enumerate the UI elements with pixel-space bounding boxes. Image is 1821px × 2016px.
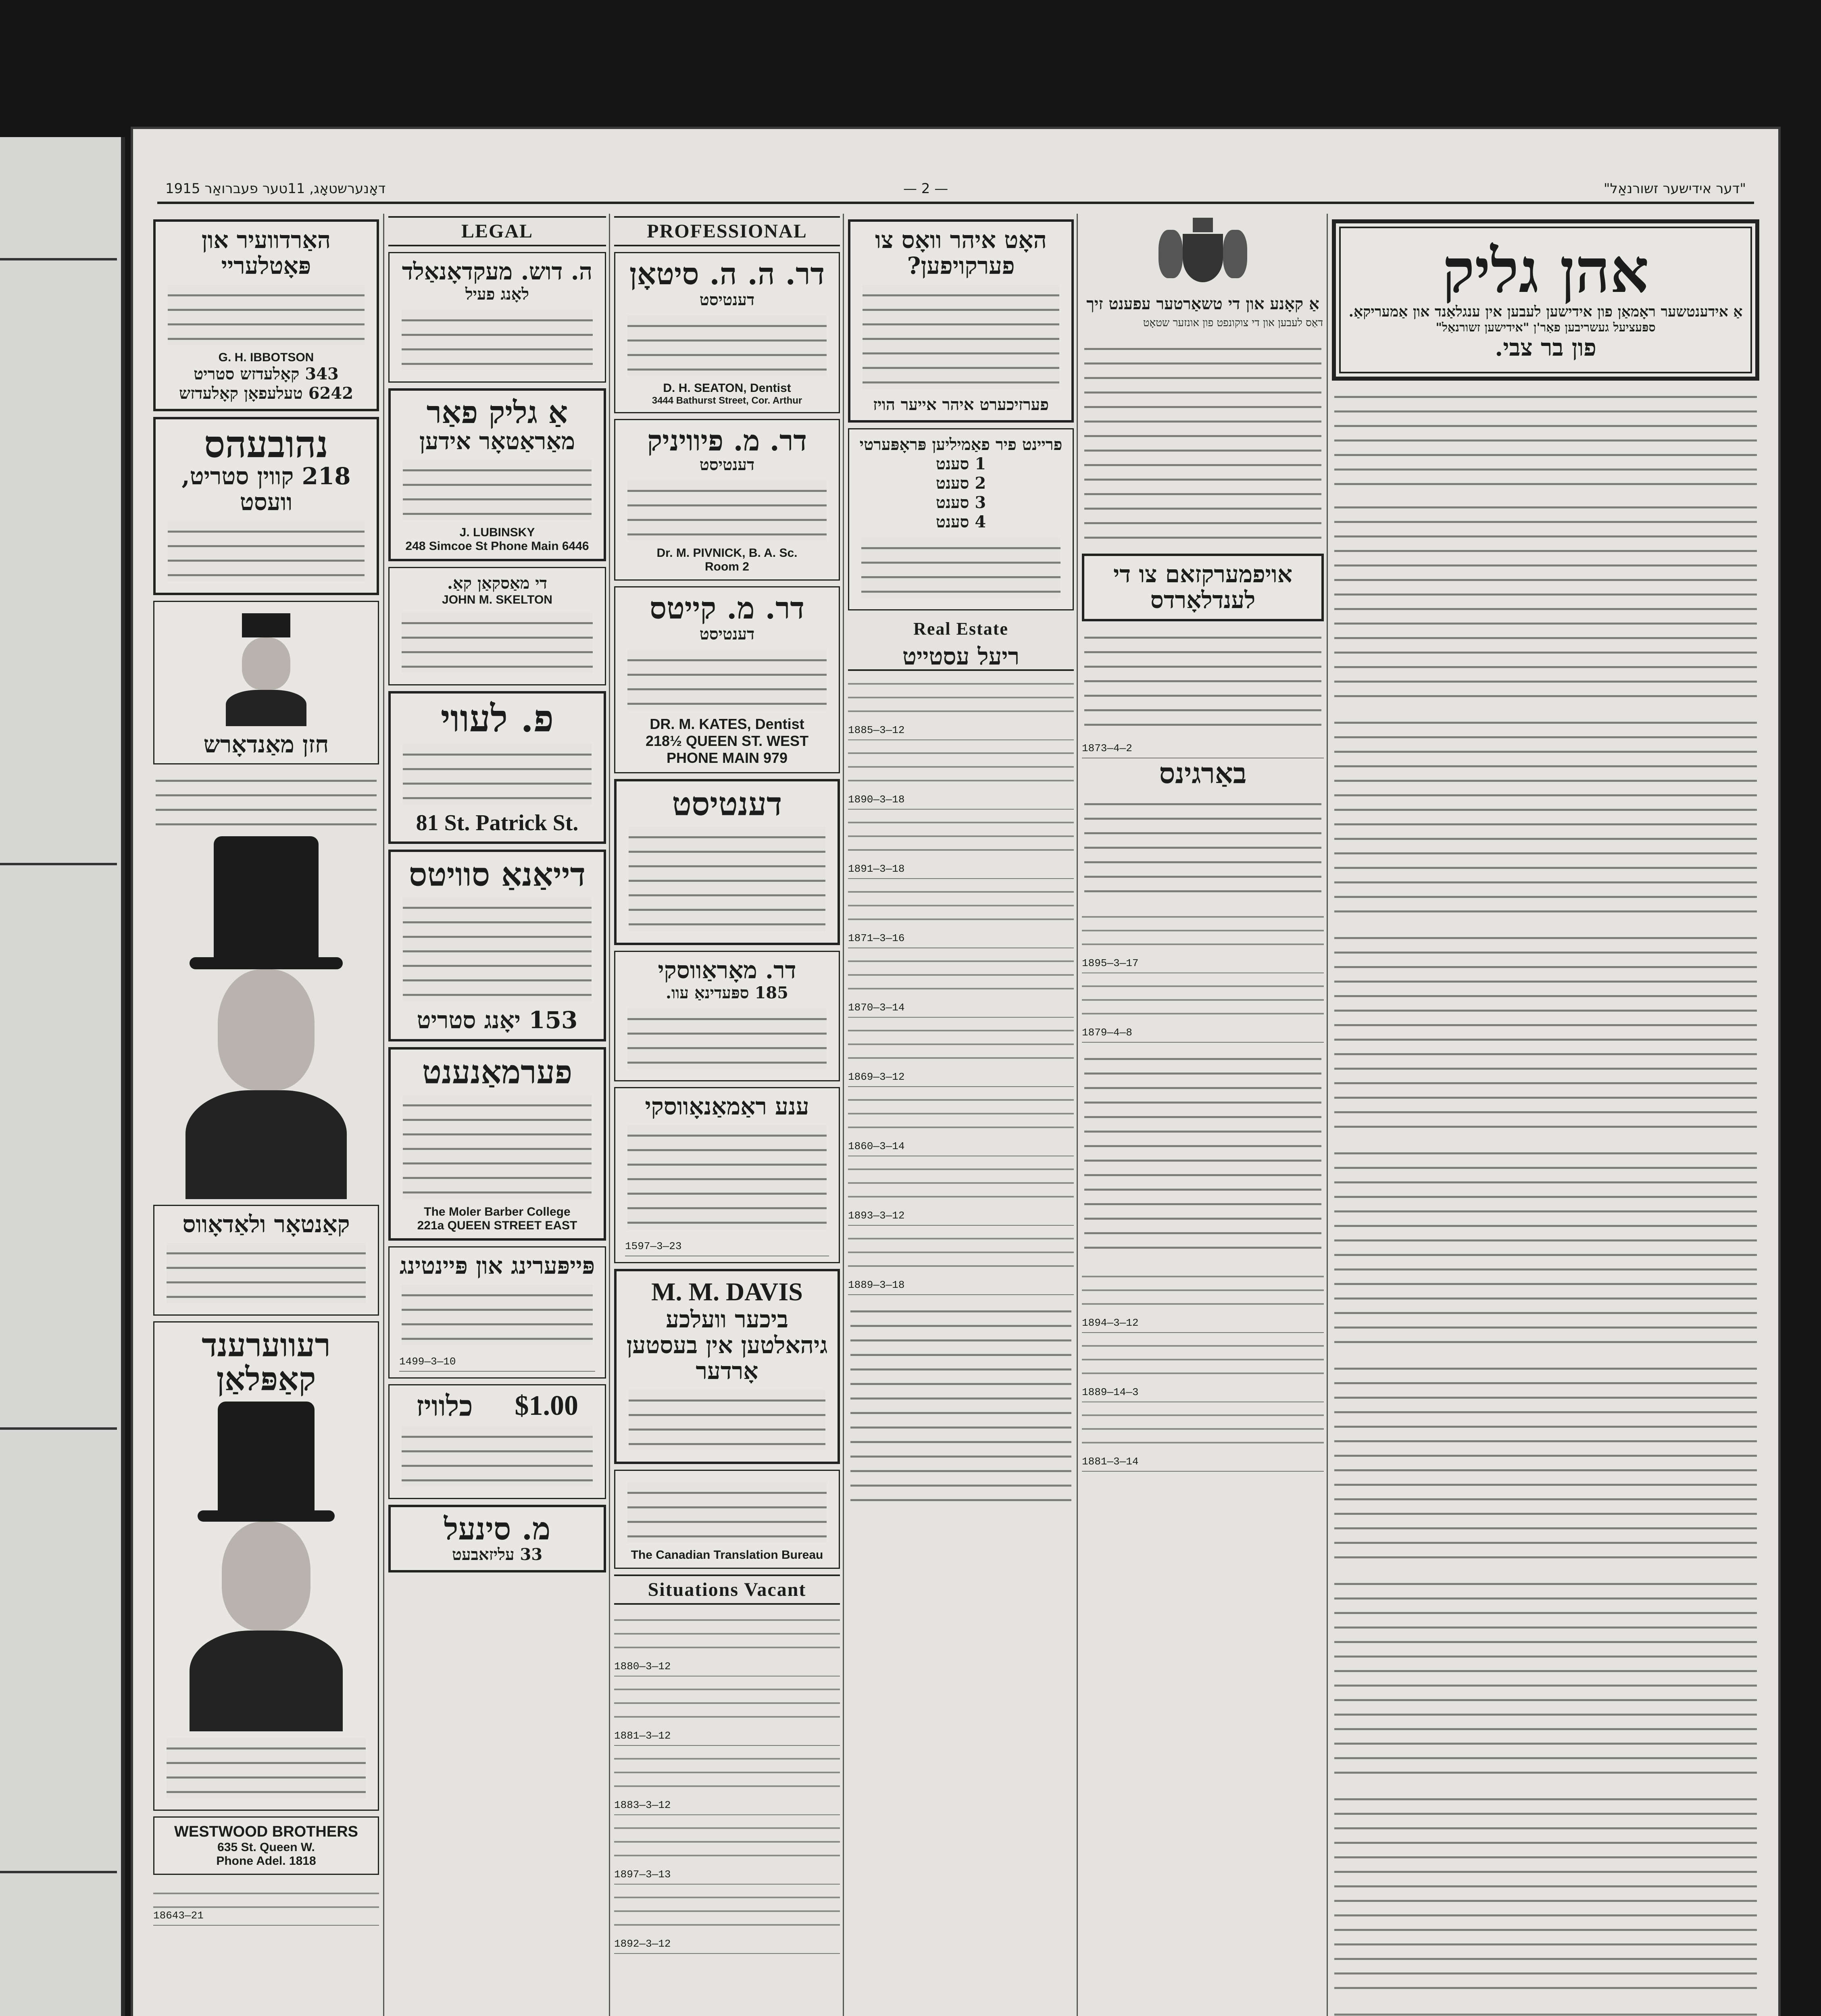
dentist-ad-title: דענטיסט: [672, 785, 782, 823]
kates-name: DR. M. KATES, Dentist: [650, 715, 804, 732]
ibbotson-phone: 6242 טעלעפאָן קאָלעדזש: [179, 383, 354, 403]
offer-date-5: 1889—14—3: [1082, 1386, 1139, 1399]
offer-date-2: 1895—3—17: [1082, 957, 1139, 970]
mandoorsh-title: חזן מאַנדאָרש: [203, 730, 329, 758]
column-serial: [1327, 214, 1763, 2016]
westwood-address: 635 St. Queen W.: [217, 1841, 315, 1854]
bargains-title: באַרגינס: [1159, 756, 1247, 790]
cantor-portrait-large: [185, 836, 347, 1199]
rent-box-title: פריינט פיר פאַמיליען פּראָפּערטי: [859, 435, 1063, 454]
davis-tagline: ביכער וועלכע גיהאלטען אין בעסטען אָרדער: [626, 1306, 828, 1385]
price-2: 2 סענט: [936, 473, 986, 493]
column-editorial: [1077, 214, 1328, 2016]
skelton-name: JOHN M. SKELTON: [442, 593, 552, 607]
landlords-title: אויפמערקזאם צו די לענדלאָרדס: [1113, 560, 1292, 614]
offer-date-3: 1879—4—8: [1082, 1027, 1132, 1039]
cantor-ad-title: קאַנטאָר ולאַדאָווס: [182, 1210, 350, 1238]
serial-title: אהן גליק: [1442, 235, 1649, 306]
permanent-title: פערמאַנענט: [422, 1053, 573, 1091]
re-date-3: 1891—3—18: [848, 863, 905, 875]
price-row: [395, 1391, 599, 1421]
editorial-intro: דאַס לעבען און די צוקונפט פון אונזער שטאָט: [1143, 317, 1323, 329]
kates-address: 218½ QUEEN ST. WEST: [645, 732, 809, 749]
levy-address: 81 St. Patrick St.: [416, 810, 579, 835]
sell-box-subtitle: פערזיכערט איהר אייער הויז: [873, 395, 1049, 414]
moravski-name: דר. מאָראַווסקי: [658, 956, 796, 984]
sinai-title: מ. סינעל: [444, 1511, 551, 1547]
levy-title: פ. לעווי: [440, 697, 554, 741]
pivnick-profession: דענטיסט: [699, 455, 755, 475]
running-head: [157, 177, 1754, 204]
kates-phone: PHONE MAIN 979: [666, 749, 788, 766]
moler-address: 221a QUEEN STREET EAST: [417, 1218, 577, 1232]
diana-title: דייאַנאַ סוויטס: [408, 855, 586, 893]
seaton-name: D. H. SEATON, Dentist: [663, 381, 791, 395]
column-ads: [149, 214, 383, 2016]
real-estate-header: Real Estate: [913, 619, 1008, 639]
moravski-address: 185 ספּעדינאַ עוו.: [666, 983, 788, 1002]
lubinsky-title: אַ גליק פאַר: [426, 394, 568, 430]
previous-page-edge: [0, 137, 125, 2016]
royal-crest-icon: [1158, 218, 1247, 290]
real-estate-header-yiddish: ריעל עסטייט: [848, 644, 1074, 671]
serial-subtitle: אַ אידענטשער ראָמאַן פון אידישען לעבען אין ענגלאַנד און אַמעריקאַ.: [1348, 303, 1743, 320]
professional-date-3: 1881—3—12: [614, 1729, 671, 1742]
column-real-estate: [843, 214, 1078, 2016]
running-head-date: 1915 דאָנערשטאָג, 11טער פעברואַר: [165, 181, 386, 197]
legal-header: LEGAL: [388, 216, 606, 246]
re-date-9: 1889—3—18: [848, 1279, 905, 1291]
ibbotson-name: G. H. IBBOTSON: [218, 350, 314, 364]
hardware-ad-title: האַרדוועיר און פּאָטלעריי: [201, 226, 331, 279]
sell-box-title: האָט איהר וואָס צו פערקויפען?: [875, 226, 1047, 279]
serial-author: פון בר צבי.: [1495, 333, 1596, 361]
kates-name-yiddish: דר. מ. קייטס: [649, 591, 805, 626]
pivnick-name: Dr. M. PIVNICK, B. A. Sc.: [656, 546, 798, 560]
price-4: 4 סענט: [936, 512, 986, 531]
legal-date: 1499—3—10: [399, 1355, 456, 1368]
serial-byline: ספּעציעל געשריבען פאַר'ן "אידישען זשורנאַל": [1436, 320, 1656, 335]
pipe-title: פּייפּערינג און פּיינטינג: [399, 1252, 595, 1279]
offer-date-1: 1873—4—2: [1082, 742, 1132, 754]
professional-date-6: 1892—3—12: [614, 1937, 671, 1950]
macdonald-subtitle: לאָנג פעיל: [465, 284, 529, 304]
kaplan-portrait: [190, 1402, 343, 1732]
davis-name: M. M. DAVIS: [651, 1277, 803, 1306]
running-head-title: "דער אידישער זשורנאַל": [1604, 181, 1746, 197]
professional-header: PROFESSIONAL: [614, 216, 840, 246]
nehubaus-ad-title: נהובעהס: [204, 422, 329, 466]
macdonald-name: ה. דוש. מעקדאָנאַלד: [402, 258, 593, 285]
lubinsky-address: 248 Simcoe St Phone Main 6446: [405, 539, 589, 553]
westwood-name: WESTWOOD BROTHERS: [174, 1823, 358, 1841]
price-label: כלוויז: [416, 1389, 473, 1422]
professional-date-1: 1597—3—23: [625, 1240, 682, 1253]
sinai-address: 33 עליזאבעט: [452, 1545, 543, 1564]
nehubaus-address: 218 קווין סטריט, וועסט: [181, 462, 351, 516]
price-3: 3 סענט: [936, 493, 986, 512]
seaton-address: 3444 Bathurst Street, Cor. Arthur: [652, 395, 802, 406]
re-date-8: 1893—3—12: [848, 1210, 905, 1222]
editorial-title: אַ קאָנע און די טשאַרטער עפענט זיך: [1086, 294, 1319, 313]
professional-date-2: 1880—3—12: [614, 1660, 671, 1672]
running-head-page-number: — 2 —: [903, 181, 948, 197]
kates-profession: דענטיסט: [699, 624, 755, 644]
price-1: 1 סענט: [936, 454, 986, 473]
offer-date-6: 1881—3—14: [1082, 1456, 1139, 1468]
seaton-name-yiddish: דר. ה. ה. סיטאָן: [629, 257, 825, 292]
cantor-portrait-small: [226, 613, 306, 726]
kaplan-ad-title: רעווערענד קאַפּלאַן: [202, 1326, 331, 1398]
pivnick-room: Room 2: [704, 560, 749, 574]
classified-date: 18643—21: [153, 1910, 204, 1922]
re-date-7: 1860—3—14: [848, 1140, 905, 1153]
re-date-1: 1885—3—12: [848, 724, 905, 737]
professional-date-5: 1897—3—13: [614, 1868, 671, 1881]
offer-date-4: 1894—3—12: [1082, 1317, 1139, 1329]
westwood-phone: Phone Adel. 1818: [216, 1854, 316, 1868]
professional-date-4: 1883—3—12: [614, 1799, 671, 1811]
situations-vacant-header: Situations Vacant: [614, 1574, 840, 1605]
lubinsky-subtitle: מאַראַטאָר אידען: [419, 427, 575, 455]
re-date-5: 1870—3—14: [848, 1002, 905, 1014]
column-legal: [383, 214, 610, 2016]
ramanovsky-name: ענע ראַמאַנאָווסקי: [645, 1092, 809, 1120]
re-date-6: 1869—3—12: [848, 1071, 905, 1083]
seaton-profession: דענטיסט: [699, 290, 755, 309]
ibbotson-address: 343 קאָלעדזש סטריט: [194, 364, 339, 383]
lubinsky-name: J. LUBINSKY: [459, 526, 535, 539]
pivnick-name-yiddish: דר. מ. פיוויניק: [647, 423, 807, 457]
diana-address: 153 יאָנג סטריט: [417, 1006, 578, 1034]
re-date-2: 1890—3—18: [848, 793, 905, 806]
re-date-4: 1871—3—16: [848, 932, 905, 945]
translation-bureau: The Canadian Translation Bureau: [631, 1548, 823, 1562]
skelton-title: די מאַסקאַן קאַ.: [447, 574, 548, 593]
moler-name: The Moler Barber College: [424, 1205, 571, 1218]
price-amount: $1.00: [515, 1390, 579, 1421]
column-professional: [609, 214, 844, 2016]
newspaper-page: [133, 129, 1778, 2016]
